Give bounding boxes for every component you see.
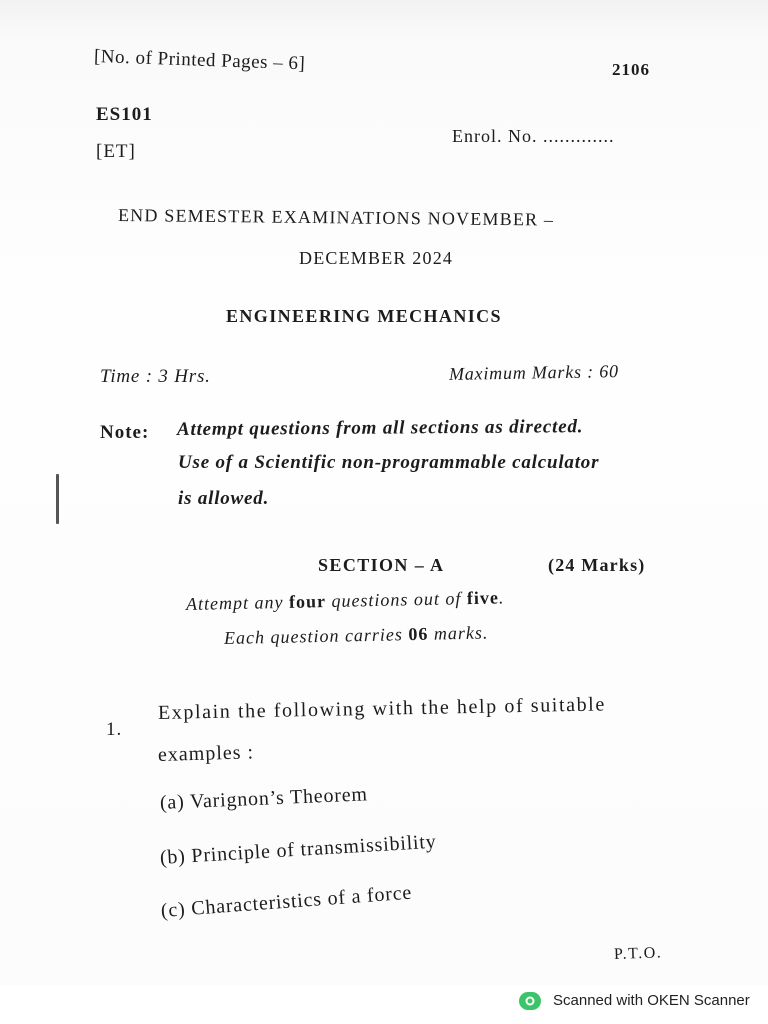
note-line-3: is allowed. <box>178 488 270 509</box>
question-part-b: (b) Principle of transmissibility <box>159 830 438 869</box>
question-part-a: (a) Varignon’s Theorem <box>159 783 369 814</box>
section-a-title: SECTION – A <box>318 555 445 575</box>
instruction-emphasis: five <box>466 587 500 609</box>
question-text-line-1: Explain the following with the help of suitable <box>157 693 607 724</box>
note-label: Note: <box>100 422 150 443</box>
enrolment-number-field: Enrol. No. ............. <box>452 126 615 146</box>
scanner-watermark-text: Scanned with OKEN Scanner <box>553 992 750 1009</box>
margin-pen-mark <box>56 474 59 524</box>
exam-duration: Time : 3 Hrs. <box>100 366 211 387</box>
exam-title-line2: DECEMBER 2024 <box>299 248 454 268</box>
instruction-text: questions out of <box>325 588 468 612</box>
printed-pages-count: [No. of Printed Pages – 6] <box>93 46 306 75</box>
question-part-c: (c) Characteristics of a force <box>160 881 413 922</box>
subject-title: ENGINEERING MECHANICS <box>226 306 502 326</box>
paper-code: 2106 <box>612 60 650 79</box>
note-line-1: Attempt questions from all sections as directed. <box>176 416 584 440</box>
please-turn-over: P.T.O. <box>613 944 663 963</box>
branch-code: [ET] <box>96 141 136 162</box>
section-a-marks: (24 Marks) <box>548 555 646 575</box>
question-text-line-2: examples : <box>157 741 255 766</box>
instruction-text: marks. <box>428 622 489 644</box>
note-line-2: Use of a Scientific non-programmable calculator <box>178 452 600 473</box>
exam-title-line1: END SEMESTER EXAMINATIONS NOVEMBER – <box>117 205 555 230</box>
section-instruction-1 <box>186 587 505 615</box>
scanner-logo-icon <box>518 991 542 1011</box>
section-instruction-2 <box>224 622 489 649</box>
question-number: 1. <box>106 719 123 740</box>
course-code: ES101 <box>96 104 153 125</box>
instruction-text: . <box>498 587 505 608</box>
maximum-marks: Maximum Marks : 60 <box>448 361 620 384</box>
instruction-emphasis: 06 <box>408 623 429 645</box>
instruction-text: Each question carries <box>223 624 409 648</box>
instruction-emphasis: four <box>288 591 327 612</box>
instruction-text: Attempt any <box>185 591 290 614</box>
